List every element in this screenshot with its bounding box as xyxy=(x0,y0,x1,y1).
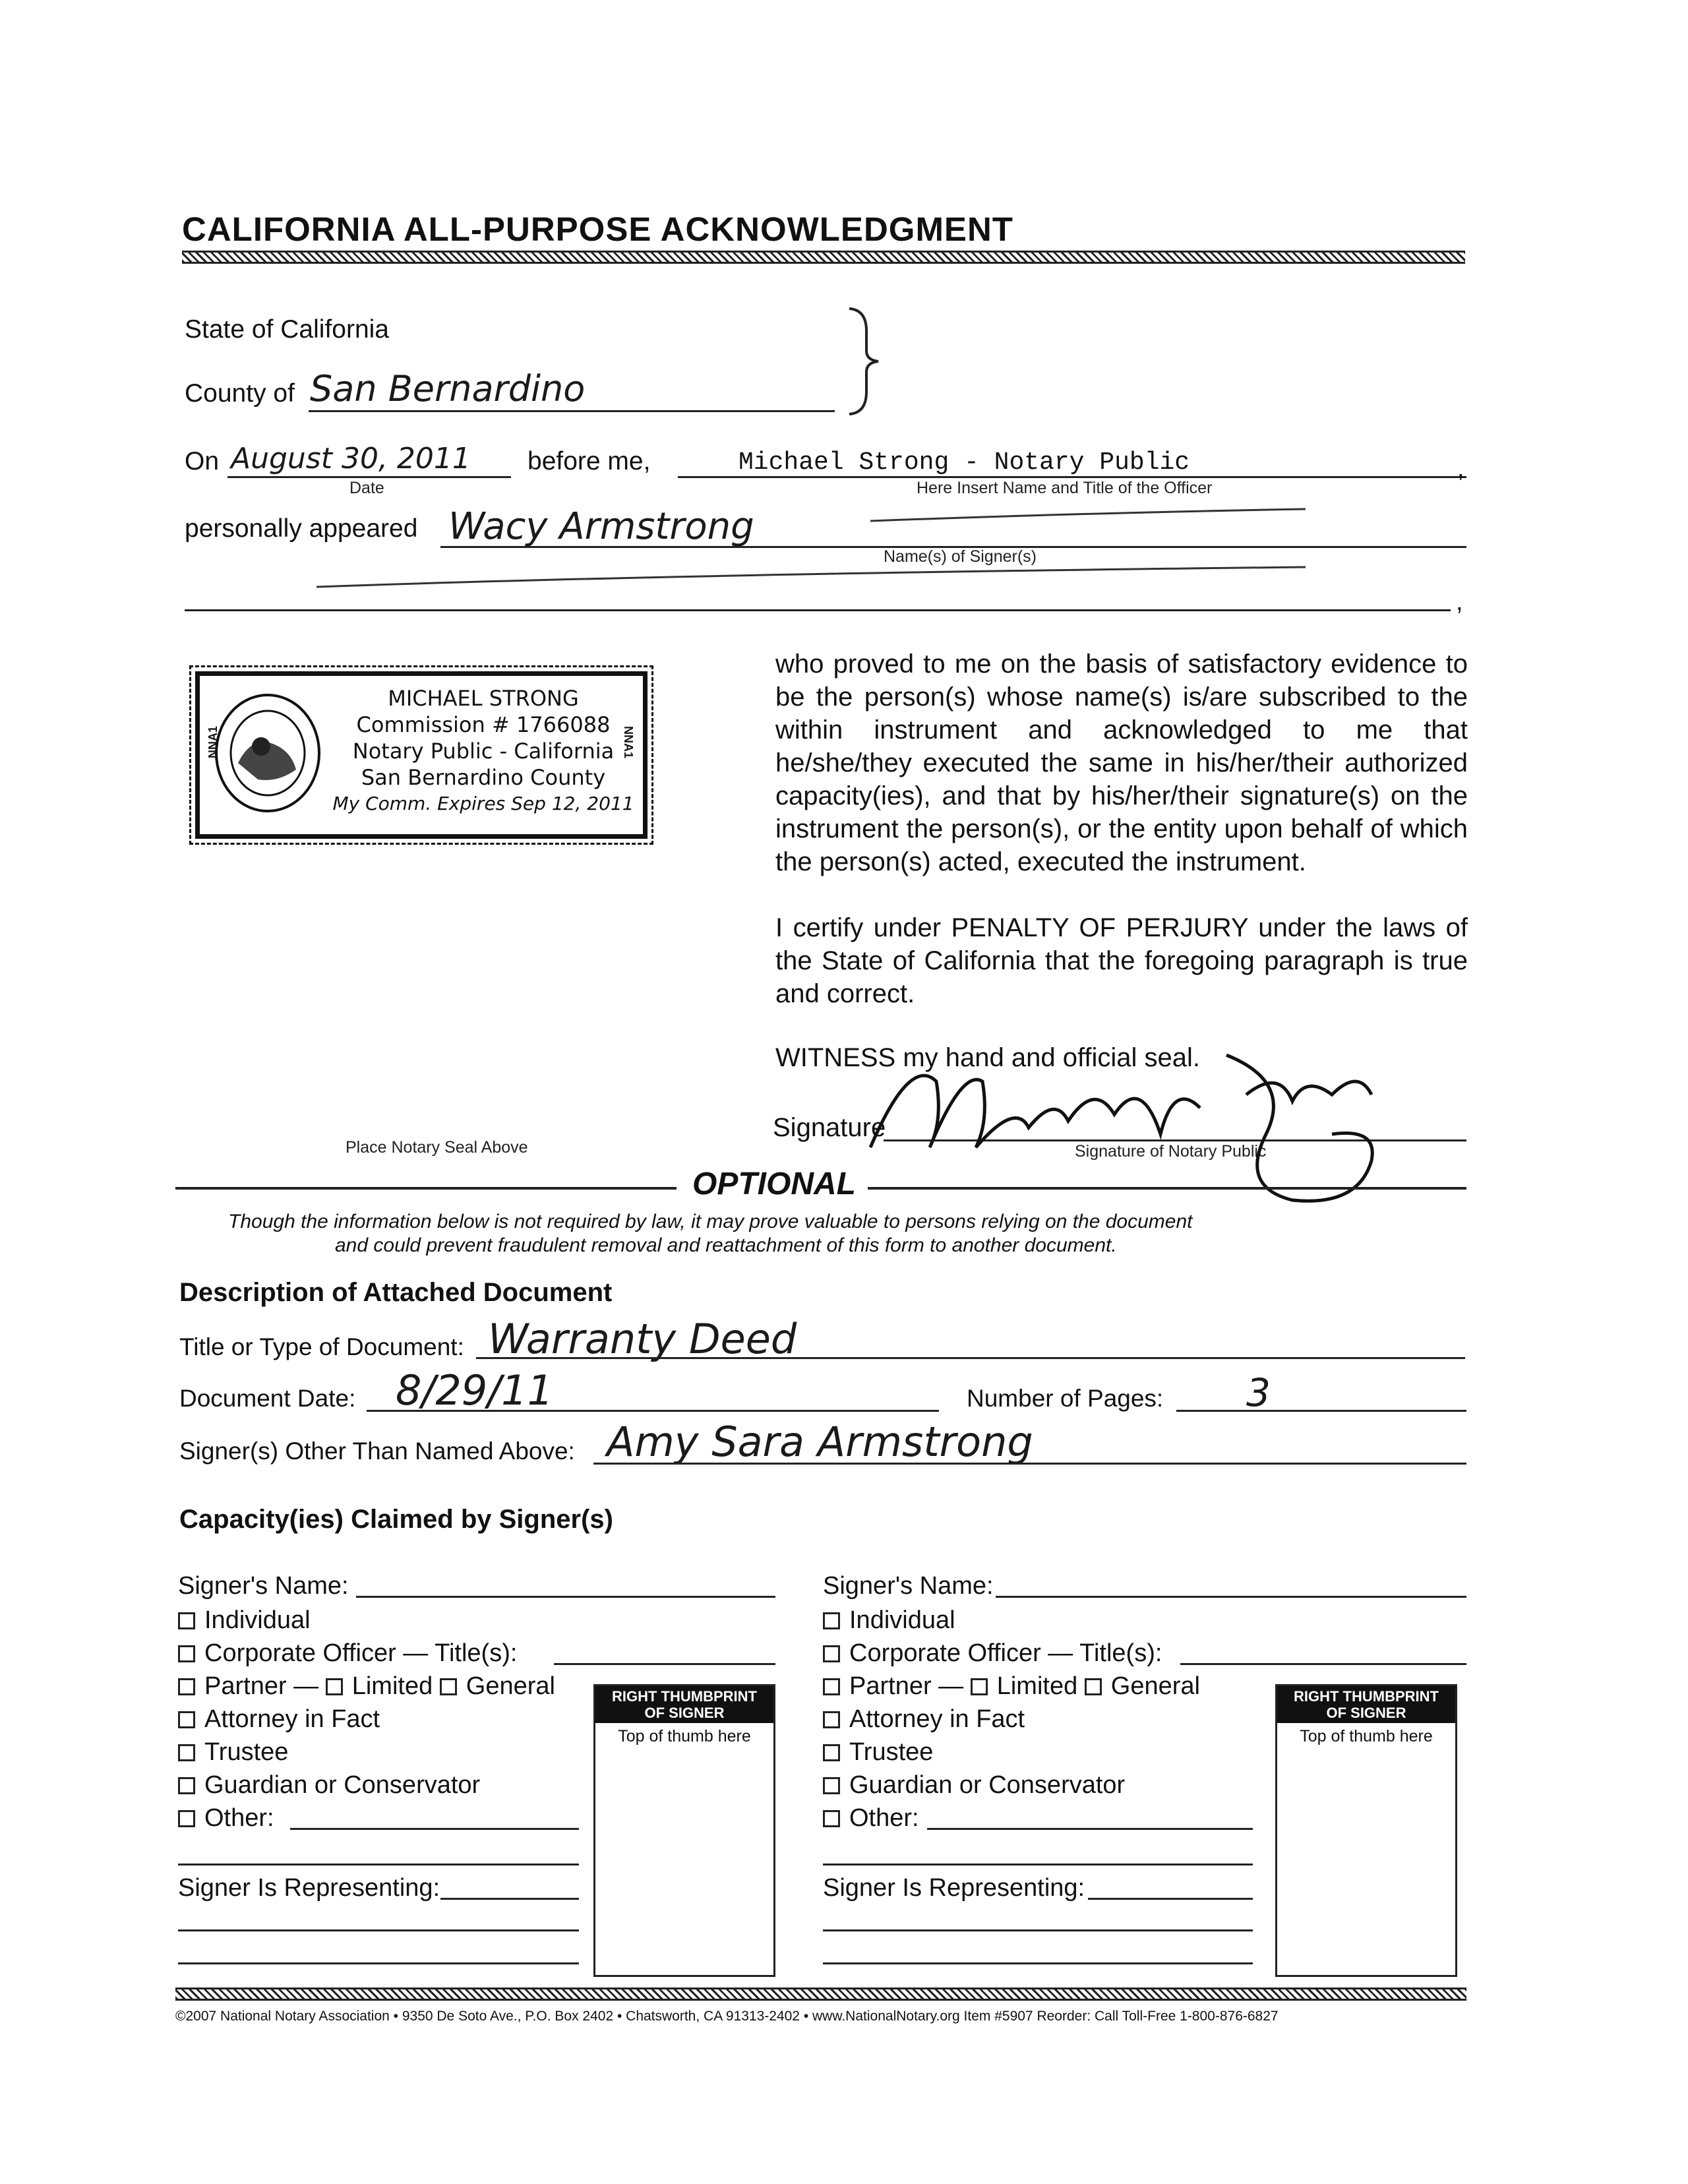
right-partner-label: Partner — xyxy=(849,1672,964,1700)
signature-label: Signature xyxy=(773,1113,886,1142)
left-signer-name-line[interactable] xyxy=(356,1596,775,1598)
right-other-line-2[interactable] xyxy=(823,1864,1253,1866)
right-guardian-option[interactable] xyxy=(823,1771,1125,1800)
left-other-checkbox[interactable] xyxy=(178,1810,195,1827)
right-individual-checkbox[interactable] xyxy=(823,1612,840,1629)
right-attorney-checkbox[interactable] xyxy=(823,1711,840,1728)
seal-commission: Commission # 1766088 xyxy=(356,712,611,737)
seal-side-text: NNA1 xyxy=(206,725,220,759)
signer-value[interactable]: Wacy Armstrong xyxy=(448,505,754,548)
left-partner-label: Partner — xyxy=(204,1672,319,1700)
right-trustee-checkbox[interactable] xyxy=(823,1744,840,1761)
right-signer-name-label: Signer's Name: xyxy=(823,1572,994,1600)
left-general-checkbox[interactable] xyxy=(440,1678,457,1695)
officer-value[interactable]: Michael Strong - Notary Public xyxy=(738,448,1190,477)
optional-rule-right xyxy=(868,1187,1466,1190)
right-representing-label: Signer Is Representing: xyxy=(823,1874,1085,1902)
doc-date-value[interactable]: 8/29/11 xyxy=(396,1366,554,1414)
right-general-label: General xyxy=(1110,1672,1200,1700)
optional-heading: OPTIONAL xyxy=(692,1167,856,1201)
seal-side-text-right: NNA1 xyxy=(621,725,635,759)
left-guardian-option[interactable] xyxy=(178,1771,480,1800)
notary-signature[interactable] xyxy=(831,1042,1424,1227)
doc-date-line xyxy=(367,1410,939,1412)
left-corporate-label: Corporate Officer — Title(s): xyxy=(204,1639,518,1667)
left-trustee-option[interactable] xyxy=(178,1738,288,1767)
officer-comma: , xyxy=(1457,455,1464,483)
other-signers-value[interactable]: Amy Sara Armstrong xyxy=(607,1418,1033,1466)
date-line xyxy=(227,476,511,478)
other-signers-line xyxy=(593,1463,1466,1465)
right-guardian-label: Guardian or Conservator xyxy=(849,1771,1126,1799)
left-representing-line-3[interactable] xyxy=(178,1962,579,1964)
left-representing-label: Signer Is Representing: xyxy=(178,1874,440,1902)
title-line xyxy=(476,1357,1465,1359)
right-representing-line-2[interactable] xyxy=(823,1929,1253,1931)
pages-value[interactable]: 3 xyxy=(1246,1370,1271,1415)
left-thumb-subtitle: Top of thumb here xyxy=(618,1727,751,1745)
right-signer-name-line[interactable] xyxy=(996,1596,1466,1598)
pages-line xyxy=(1176,1410,1466,1412)
signer-caption: Name(s) of Signer(s) xyxy=(884,547,1037,566)
left-general-label: General xyxy=(466,1672,555,1700)
notary-seal xyxy=(195,671,648,839)
right-limited-label: Limited xyxy=(996,1672,1078,1700)
date-caption: Date xyxy=(349,479,384,497)
right-thumb-title: RIGHT THUMBPRINT xyxy=(1294,1688,1439,1705)
seal-line3: Notary Public - California xyxy=(352,739,615,764)
left-other-option[interactable] xyxy=(178,1804,274,1833)
seal-caption: Place Notary Seal Above xyxy=(346,1138,528,1157)
left-thumbprint-box xyxy=(593,1684,775,1977)
state-label: State of California xyxy=(185,315,390,344)
right-other-label: Other: xyxy=(849,1804,919,1832)
right-trustee-option[interactable] xyxy=(823,1738,933,1767)
right-corporate-label: Corporate Officer — Title(s): xyxy=(849,1639,1162,1667)
left-trustee-checkbox[interactable] xyxy=(178,1744,195,1761)
left-individual-checkbox[interactable] xyxy=(178,1612,195,1629)
right-individual-option[interactable] xyxy=(823,1606,955,1635)
pages-label: Number of Pages: xyxy=(967,1385,1164,1412)
left-trustee-label: Trustee xyxy=(204,1738,289,1766)
description-heading: Description of Attached Document xyxy=(179,1278,613,1307)
left-guardian-checkbox[interactable] xyxy=(178,1777,195,1794)
left-attorney-checkbox[interactable] xyxy=(178,1711,195,1728)
venue-brace xyxy=(844,305,884,417)
right-partner-checkbox[interactable] xyxy=(823,1678,840,1695)
left-individual-option[interactable] xyxy=(178,1606,311,1635)
right-attorney-option[interactable] xyxy=(823,1705,1025,1734)
left-other-line-2[interactable] xyxy=(178,1864,579,1866)
left-attorney-option[interactable] xyxy=(178,1705,380,1734)
left-representing-line-2[interactable] xyxy=(178,1929,579,1931)
capacity-heading: Capacity(ies) Claimed by Signer(s) xyxy=(179,1505,613,1534)
right-partner-option[interactable] xyxy=(823,1672,1200,1701)
title-stripe xyxy=(182,251,1465,264)
right-representing-line-3[interactable] xyxy=(823,1962,1253,1964)
right-guardian-checkbox[interactable] xyxy=(823,1777,840,1794)
right-individual-label: Individual xyxy=(849,1606,955,1634)
title-value[interactable]: Warranty Deed xyxy=(488,1315,797,1363)
footer-stripe xyxy=(175,1987,1466,2001)
right-thumb-subtitle: Top of thumb here xyxy=(1300,1727,1433,1745)
appeared-label: personally appeared xyxy=(185,514,418,543)
appeared-second-line xyxy=(185,609,1451,611)
right-limited-checkbox[interactable] xyxy=(971,1678,988,1695)
left-representing-line[interactable] xyxy=(440,1898,579,1900)
state-seal-icon xyxy=(212,690,324,816)
left-partner-checkbox[interactable] xyxy=(178,1678,195,1695)
right-corporate-option[interactable] xyxy=(823,1639,1162,1668)
optional-note-1: Though the information below is not required by law, it may prove valuable to persons relying on the document xyxy=(228,1211,1193,1232)
left-limited-label: Limited xyxy=(351,1672,433,1700)
left-corporate-option[interactable] xyxy=(178,1639,517,1668)
signature-caption: Signature of Notary Public xyxy=(1075,1142,1267,1161)
form-title: CALIFORNIA ALL-PURPOSE ACKNOWLEDGMENT xyxy=(182,210,1013,248)
county-label: County of xyxy=(185,379,295,408)
left-partner-option[interactable] xyxy=(178,1672,555,1701)
optional-rule-left xyxy=(175,1187,677,1190)
right-attorney-label: Attorney in Fact xyxy=(849,1705,1025,1733)
left-other-line[interactable] xyxy=(290,1828,579,1830)
seal-line4: San Bernardino County xyxy=(361,765,606,790)
county-line xyxy=(309,410,835,412)
officer-line xyxy=(678,476,1466,478)
witness-line: WITNESS my hand and official seal. xyxy=(775,1043,1200,1072)
on-label: On xyxy=(185,447,220,475)
left-limited-checkbox[interactable] xyxy=(326,1678,343,1695)
signer-strokes xyxy=(290,501,1332,593)
right-representing-line[interactable] xyxy=(1088,1898,1253,1900)
right-thumbprint-box xyxy=(1275,1684,1457,1977)
left-thumb-title: RIGHT THUMBPRINT xyxy=(612,1688,757,1705)
right-general-checkbox[interactable] xyxy=(1085,1678,1102,1695)
before-me-label: before me, xyxy=(528,447,651,475)
county-value[interactable]: San Bernardino xyxy=(310,368,586,410)
right-trustee-label: Trustee xyxy=(849,1738,934,1766)
title-label: Title or Type of Document: xyxy=(179,1333,464,1360)
other-signers-label: Signer(s) Other Than Named Above: xyxy=(179,1438,575,1465)
left-individual-label: Individual xyxy=(204,1606,311,1634)
left-guardian-label: Guardian or Conservator xyxy=(204,1771,481,1799)
appeared-comma: , xyxy=(1456,588,1463,616)
left-other-label: Other: xyxy=(204,1804,274,1832)
right-thumb-title-2: OF SIGNER xyxy=(1326,1705,1406,1721)
left-corporate-checkbox[interactable] xyxy=(178,1645,195,1662)
perjury-paragraph: I certify under PENALTY OF PERJURY under the laws of the State of California that the foregoing paragraph is true and correct. xyxy=(775,913,1468,1008)
seal-expires: My Comm. Expires Sep 12, 2011 xyxy=(332,793,634,814)
optional-note-2: and could prevent fraudulent removal and reattachment of this form to another document. xyxy=(335,1234,1117,1256)
left-corporate-line[interactable] xyxy=(554,1663,775,1665)
right-other-line[interactable] xyxy=(927,1828,1253,1830)
date-value[interactable]: August 30, 2011 xyxy=(231,442,471,475)
left-attorney-label: Attorney in Fact xyxy=(204,1705,380,1733)
officer-caption: Here Insert Name and Title of the Officer xyxy=(917,479,1213,497)
footer-text: ©2007 National Notary Association • 9350 De Soto Ave., P.O. Box 2402 • Chatsworth, CA 91313-2402 • www.NationalNotary.org Item #5907 Reorder: Call Toll-Free 1-800-876-6827 xyxy=(175,2009,1279,2024)
right-corporate-checkbox[interactable] xyxy=(823,1645,840,1662)
acknowledgment-paragraph: who proved to me on the basis of satisfactory evidence to be the person(s) whose name(s) is/are subscribed to the within instrument and acknowledged to me that he/she/they executed the same in his/her/their authorized capacity(ies), and that by his/her/their signature(s) on the instrument the person(s), or the entity upon behalf of which the person(s) acted, executed the instrument. xyxy=(775,650,1468,876)
right-other-checkbox[interactable] xyxy=(823,1810,840,1827)
seal-name: MICHAEL STRONG xyxy=(388,686,579,711)
right-corporate-line[interactable] xyxy=(1180,1663,1466,1665)
right-other-option[interactable] xyxy=(823,1804,919,1833)
left-signer-name-label: Signer's Name: xyxy=(178,1572,349,1600)
doc-date-label: Document Date: xyxy=(179,1385,356,1412)
left-thumb-title-2: OF SIGNER xyxy=(644,1705,725,1721)
